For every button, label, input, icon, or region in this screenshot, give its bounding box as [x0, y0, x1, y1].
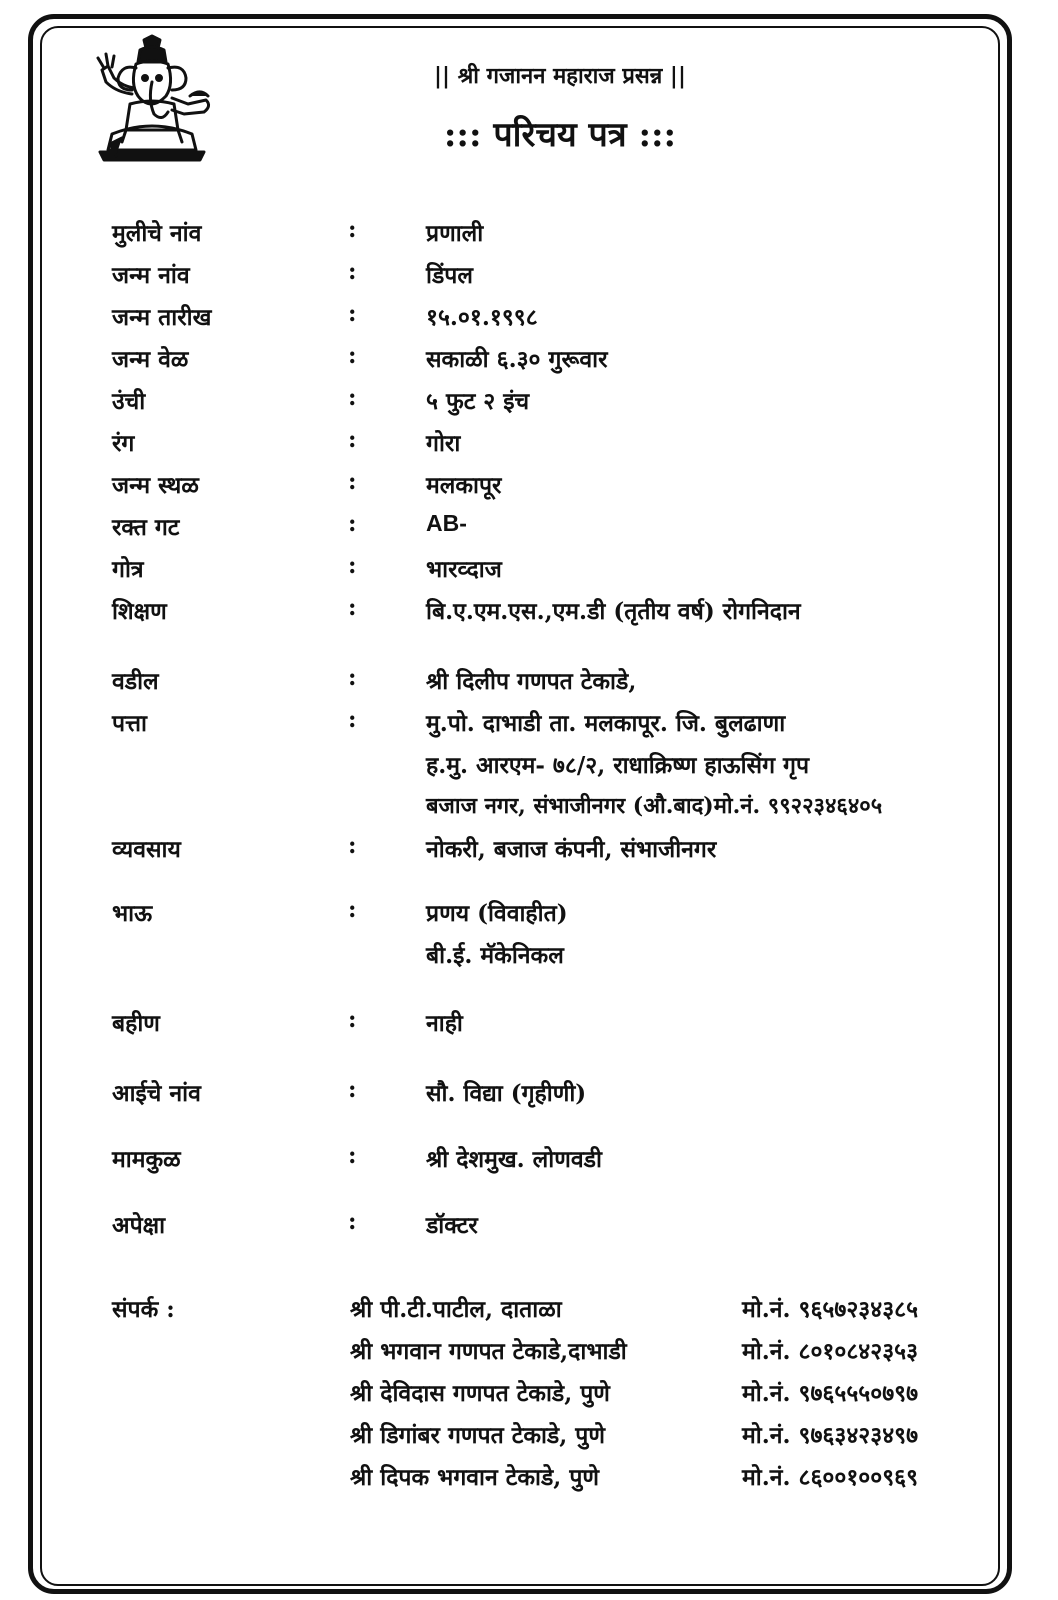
- detail-value: डिंपल: [426, 262, 473, 289]
- contact-phone: मो.नं. ९६५७२३४३८५: [742, 1296, 919, 1323]
- detail-separator: :: [348, 426, 357, 453]
- detail-value: सकाळी ६.३० गुरूवार: [426, 346, 608, 373]
- occupation-value: नोकरी, बजाज कंपनी, संभाजीनगर: [426, 836, 717, 863]
- brother-label: भाऊ: [112, 900, 153, 927]
- father-label: वडील: [112, 668, 159, 695]
- contact-phone: मो.नं. ८०१०८४२३५३: [742, 1338, 919, 1365]
- contact-phone: मो.नं. ८६००१००९६९: [742, 1464, 919, 1491]
- detail-label: शिक्षण: [112, 598, 167, 625]
- detail-separator: :: [348, 258, 357, 285]
- detail-label: रंग: [112, 430, 135, 457]
- brother-value: प्रणय (विवाहीत): [426, 900, 568, 927]
- contact-label: संपर्क :: [112, 1296, 175, 1323]
- detail-separator: :: [348, 510, 357, 537]
- detail-value: ५ फुट २ इंच: [426, 388, 530, 415]
- address-line: मु.पो. दाभाडी ता. मलकापूर. जि. बुलढाणा: [426, 710, 786, 737]
- detail-separator: :: [348, 1006, 357, 1033]
- expectation-value: डॉक्टर: [426, 1212, 478, 1239]
- detail-separator: :: [348, 594, 357, 621]
- sister-label: बहीण: [112, 1010, 160, 1037]
- detail-separator: :: [348, 468, 357, 495]
- detail-separator: :: [348, 706, 357, 733]
- detail-value: १५.०१.१९९८: [426, 304, 538, 331]
- detail-separator: :: [348, 384, 357, 411]
- ganesha-icon: [92, 34, 218, 164]
- detail-label: मुलीचे नांव: [112, 220, 202, 247]
- contact-name: श्री भगवान गणपत टेकाडे,दाभाडी: [350, 1338, 627, 1365]
- detail-value: प्रणाली: [426, 220, 484, 247]
- page-title: ::: परिचय पत्र :::: [443, 115, 677, 155]
- sister-value: नाही: [426, 1010, 463, 1037]
- detail-label: जन्म स्थळ: [112, 472, 199, 499]
- detail-separator: :: [348, 664, 357, 691]
- maternal-value: श्री देशमुख. लोणवडी: [426, 1146, 602, 1173]
- detail-separator: :: [348, 832, 357, 859]
- contact-name: श्री दिपक भगवान टेकाडे, पुणे: [350, 1464, 600, 1491]
- address-label: पत्ता: [112, 710, 147, 737]
- expectation-label: अपेक्षा: [112, 1212, 166, 1239]
- detail-value: गोरा: [426, 430, 461, 457]
- invocation-text: || श्री गजानन महाराज प्रसन्न ||: [434, 63, 686, 89]
- detail-separator: :: [348, 552, 357, 579]
- contact-name: श्री पी.टी.पाटील, दाताळा: [350, 1296, 562, 1323]
- detail-separator: :: [348, 1076, 357, 1103]
- detail-separator: :: [348, 1208, 357, 1235]
- detail-separator: :: [348, 1142, 357, 1169]
- address-line: ह.मु. आरएम- ७८/२, राधाक्रिष्ण हाऊसिंग गृप: [426, 752, 810, 779]
- detail-separator: :: [348, 216, 357, 243]
- brother-education: बी.ई. मॅकेनिकल: [426, 942, 564, 969]
- contact-phone: मो.नं. ९७६५५५०७९७: [742, 1380, 919, 1407]
- detail-value: बि.ए.एम.एस.,एम.डी (तृतीय वर्ष) रोगनिदान: [426, 598, 801, 625]
- detail-label: रक्त गट: [112, 514, 180, 541]
- contact-phone: मो.नं. ९७६३४२३४९७: [742, 1422, 919, 1449]
- detail-label: उंची: [112, 388, 146, 415]
- detail-separator: :: [348, 342, 357, 369]
- mother-value: सौ. विद्या (गृहीणी): [426, 1080, 587, 1107]
- detail-separator: :: [348, 896, 357, 923]
- detail-value: भारव्दाज: [426, 556, 502, 583]
- detail-label: जन्म तारीख: [112, 304, 212, 331]
- contact-name: श्री डिगांबर गणपत टेकाडे, पुणे: [350, 1422, 605, 1449]
- detail-label: गोत्र: [112, 556, 144, 583]
- detail-value: AB-: [426, 510, 467, 536]
- detail-label: जन्म वेळ: [112, 346, 189, 373]
- father-value: श्री दिलीप गणपत टेकाडे,: [426, 668, 637, 695]
- maternal-label: मामकुळ: [112, 1146, 181, 1173]
- occupation-label: व्यवसाय: [112, 836, 181, 863]
- detail-label: जन्म नांव: [112, 262, 190, 289]
- address-line: बजाज नगर, संभाजीनगर (औ.बाद)मो.नं. ९९२२३४६४०५: [426, 793, 883, 819]
- detail-value: मलकापूर: [426, 472, 502, 499]
- mother-label: आईचे नांव: [112, 1080, 201, 1107]
- contact-name: श्री देविदास गणपत टेकाडे, पुणे: [350, 1380, 610, 1407]
- detail-separator: :: [348, 300, 357, 327]
